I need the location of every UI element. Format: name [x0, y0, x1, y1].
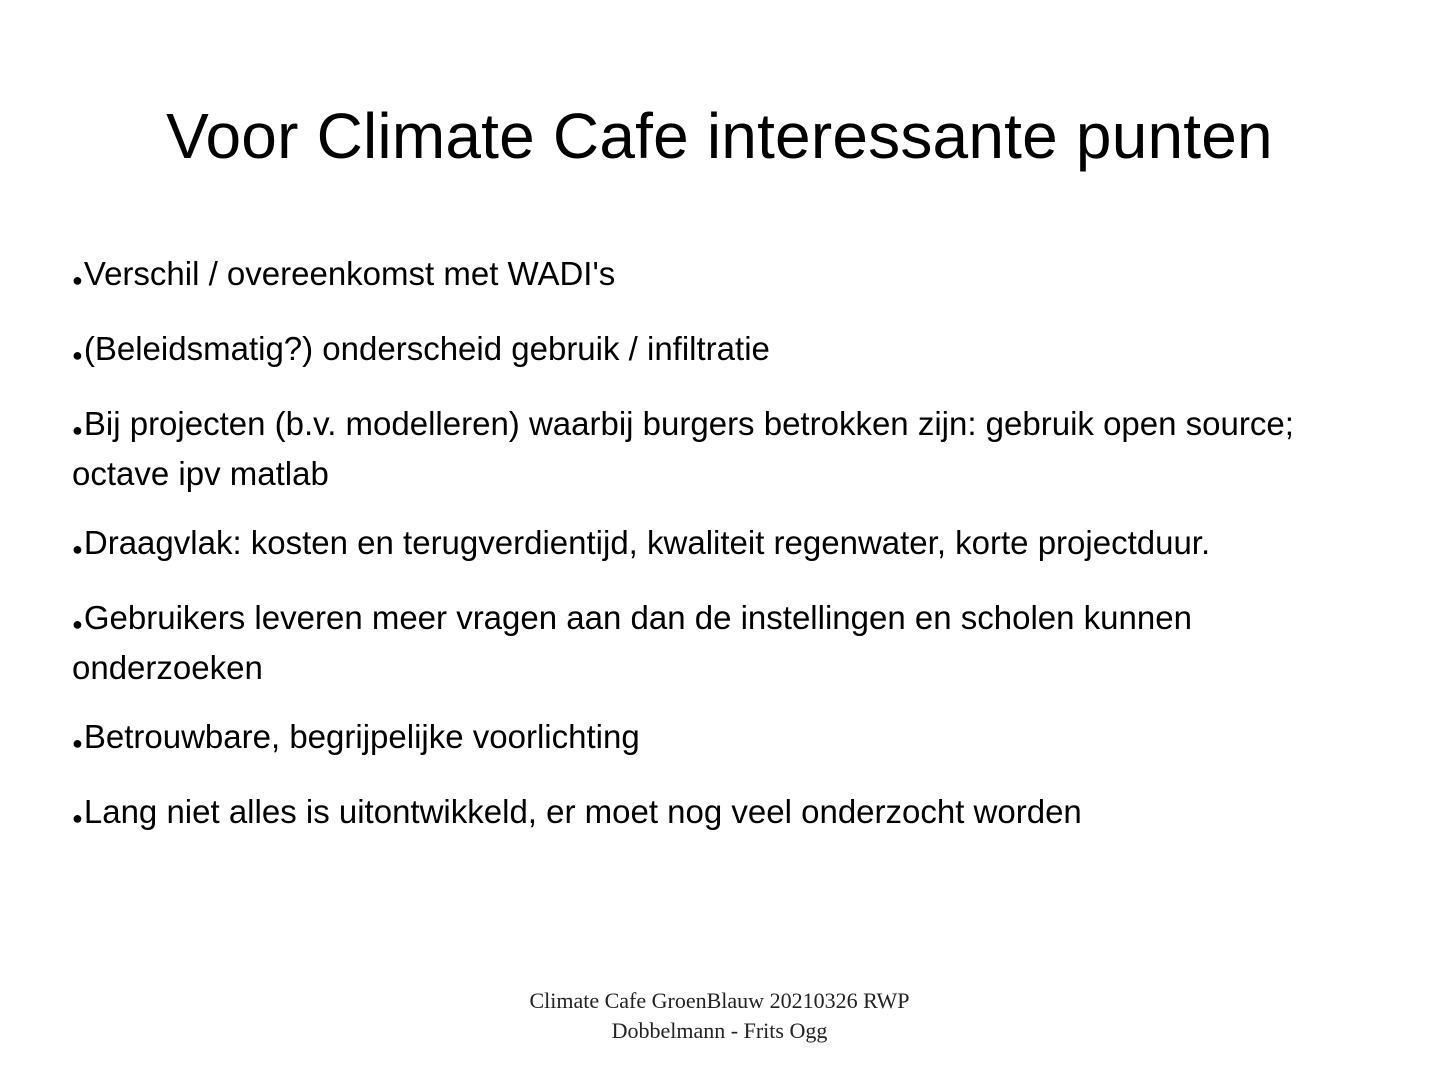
bullet-item	[72, 402, 1372, 496]
bullet-text: (Beleidsmatig?) onderscheid gebruik / infiltratie	[83, 330, 770, 367]
bullet-text: Lang niet alles is uitontwikkeld, er moet nog veel onderzocht worden	[83, 793, 1082, 830]
bullet-icon: ●	[72, 733, 83, 753]
footer-line-2: Dobbelmann - Frits Ogg	[611, 1018, 828, 1043]
footer-line-1: Climate Cafe GroenBlauw 20210326 RWP	[529, 988, 910, 1013]
bullet-text: Gebruikers leveren meer vragen aan dan de instellingen en scholen kunnen onderzoeken	[72, 599, 1192, 686]
bullet-text: Draagvlak: kosten en terugverdientijd, kwaliteit regenwater, korte projectduur.	[83, 524, 1211, 561]
slide-title: Voor Climate Cafe interessante punten	[166, 100, 1273, 172]
bullet-icon: ●	[72, 345, 83, 365]
bullet-item	[72, 521, 1372, 571]
bullet-text: Bij projecten (b.v. modelleren) waarbij burgers betrokken zijn: gebruik open source; octave ipv matlab	[72, 405, 1294, 492]
bullet-text: Verschil / overeenkomst met WADI's	[83, 255, 616, 292]
bullet-icon: ●	[72, 614, 83, 634]
bullet-icon: ●	[72, 808, 83, 828]
bullet-item	[72, 715, 1372, 765]
bullet-icon: ●	[72, 420, 83, 440]
bullet-icon: ●	[72, 539, 83, 559]
bullet-list	[72, 252, 1372, 865]
bullet-item	[72, 596, 1372, 690]
bullet-item	[72, 790, 1372, 840]
bullet-icon: ●	[72, 270, 83, 290]
bullet-text: Betrouwbare, begrijpelijke voorlichting	[83, 718, 640, 755]
slide-footer	[0, 986, 1439, 1046]
bullet-item	[72, 327, 1372, 377]
bullet-item	[72, 252, 1372, 302]
